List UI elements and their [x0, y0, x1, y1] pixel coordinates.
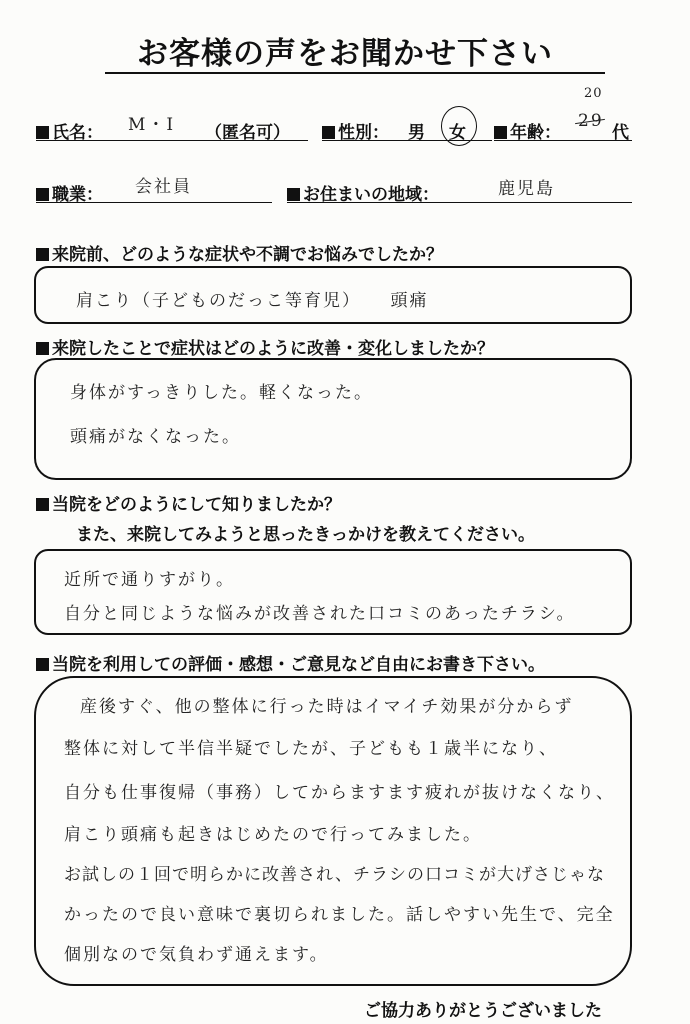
q2-answer-line: 頭痛がなくなった。: [70, 427, 241, 447]
job-label: 職業：: [36, 180, 103, 205]
q4-answer-line: 自分も仕事復帰（事務）してからますます疲れが抜けなくなり、: [64, 783, 615, 803]
q4-answer-line: 肩こり頭痛も起きはじめたので行ってみました。: [64, 825, 482, 845]
q4-answer-box: [34, 676, 632, 986]
area-label: お住まいの地域：: [287, 180, 439, 205]
gender-male: 男: [408, 123, 425, 143]
q3-question: 当院をどのようにして知りましたか？: [36, 490, 341, 515]
gender-label: 性別：: [322, 118, 389, 143]
q3-question-line2: また、来院してみようと思ったきっかけを教えてください。: [76, 525, 535, 545]
thanks-footer: ご協力ありがとうございました: [364, 1001, 602, 1021]
anonymous-note: （匿名可）: [205, 123, 290, 143]
job-underline: [36, 202, 272, 203]
gender-female: 女: [449, 123, 466, 143]
page-title: お客様の声をお聞かせ下さい: [137, 36, 553, 72]
q1-answer-line: 肩こり（子どものだっこ等育児） 頭痛: [76, 291, 429, 311]
age-label: 年齢：: [494, 118, 561, 143]
q4-answer-line: かったので良い意味で裏切られました。話しやすい先生で、完全: [64, 905, 615, 925]
age-value: 20: [584, 86, 603, 101]
q3-answer-line: 自分と同じような悩みが改善された口コミのあったチラシ。: [64, 604, 576, 624]
area-value: 鹿児島: [498, 179, 555, 199]
q3-answer-box: [34, 549, 632, 635]
job-value: 会社員: [135, 177, 192, 197]
q4-answer-line: 個別なので気負わず通えます。: [64, 945, 329, 965]
area-underline: [287, 202, 632, 203]
q1-question: 来院前、どのような症状や不調でお悩みでしたか？: [36, 240, 443, 265]
q2-question: 来院したことで症状はどのように改善・変化しましたか？: [36, 334, 494, 359]
q1-answer-box: [34, 266, 632, 324]
age-struck: 29: [578, 111, 604, 131]
gender-underline: [322, 140, 492, 141]
age-suffix: 代: [612, 123, 629, 143]
q4-answer-line: 整体に対して半信半疑でしたが、子どもも１歳半になり、: [64, 739, 558, 759]
q4-answer-line: 産後すぐ、他の整体に行った時はイマイチ効果が分からず: [80, 697, 574, 717]
q4-answer-line: お試しの１回で明らかに改善され、チラシの口コミが大げさじゃな: [64, 865, 606, 885]
age-underline: [494, 140, 632, 141]
q2-answer-box: [34, 358, 632, 480]
q2-answer-line: 身体がすっきりした。軽くなった。: [70, 383, 373, 403]
name-underline: [36, 140, 308, 141]
name-label: 氏名：: [36, 118, 103, 143]
q3-answer-line: 近所で通りすがり。: [64, 570, 235, 590]
q4-question: 当院を利用しての評価・感想・ご意見など自由にお書き下さい。: [36, 650, 545, 675]
name-value: M・I: [128, 115, 176, 135]
title-underline: [105, 72, 605, 74]
